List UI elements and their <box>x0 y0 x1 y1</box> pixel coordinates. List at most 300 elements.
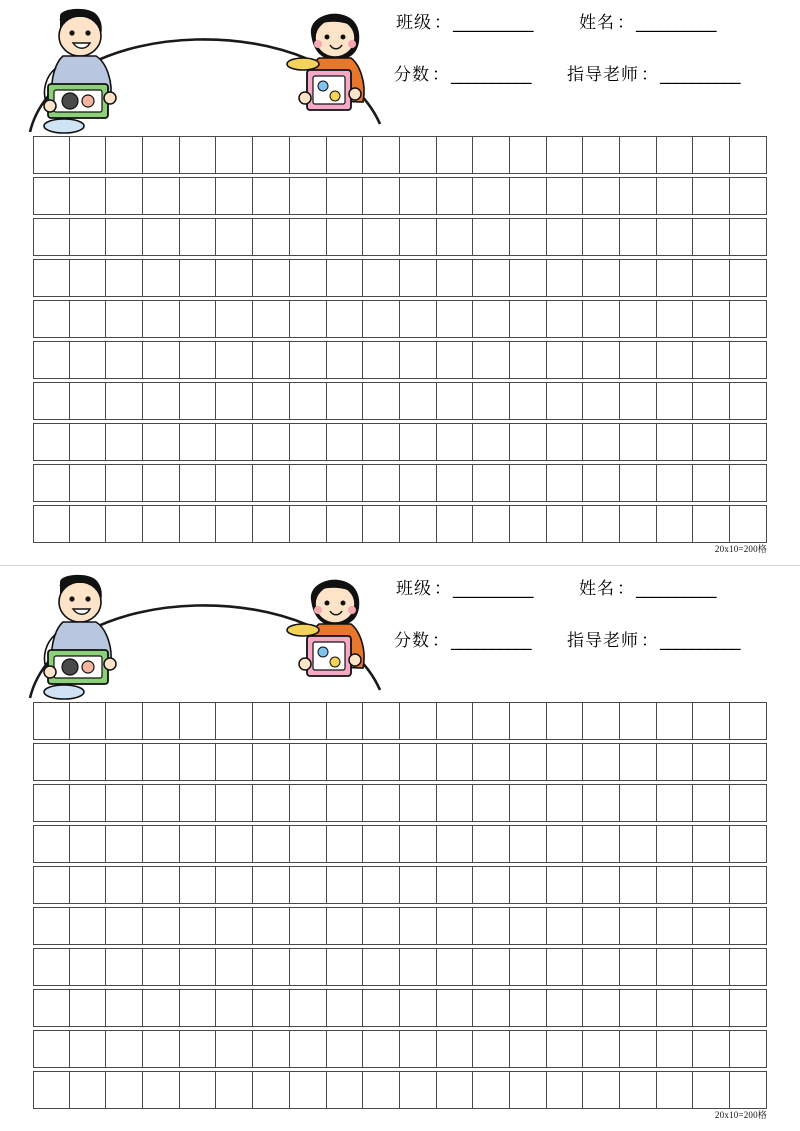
grid-cell[interactable] <box>619 136 657 174</box>
grid-cell[interactable] <box>656 948 694 986</box>
grid-cell[interactable] <box>692 259 730 297</box>
grid-cell[interactable] <box>252 423 290 461</box>
grid-cell[interactable] <box>33 989 70 1027</box>
grid-cell[interactable] <box>289 300 327 338</box>
grid-cell[interactable] <box>582 825 620 863</box>
grid-cell[interactable] <box>619 300 657 338</box>
grid-cell[interactable] <box>729 907 767 945</box>
grid-cell[interactable] <box>729 136 767 174</box>
grid-cell[interactable] <box>252 259 290 297</box>
grid-cell[interactable] <box>399 136 437 174</box>
grid-cell[interactable] <box>436 743 474 781</box>
grid-cell[interactable] <box>362 218 400 256</box>
grid-cell[interactable] <box>215 177 253 215</box>
grid-cell[interactable] <box>142 218 180 256</box>
grid-cell[interactable] <box>692 825 730 863</box>
grid-cell[interactable] <box>33 423 70 461</box>
grid-cell[interactable] <box>105 136 143 174</box>
grid-cell[interactable] <box>362 784 400 822</box>
grid-cell[interactable] <box>399 825 437 863</box>
grid-cell[interactable] <box>619 1030 657 1068</box>
grid-cell[interactable] <box>582 341 620 379</box>
grid-cell[interactable] <box>326 989 364 1027</box>
grid-cell[interactable] <box>69 907 107 945</box>
grid-cell[interactable] <box>546 1030 584 1068</box>
grid-cell[interactable] <box>252 784 290 822</box>
grid-cell[interactable] <box>399 784 437 822</box>
grid-cell[interactable] <box>179 464 217 502</box>
grid-cell[interactable] <box>692 989 730 1027</box>
grid-cell[interactable] <box>582 907 620 945</box>
grid-cell[interactable] <box>215 1030 253 1068</box>
grid-cell[interactable] <box>546 1071 584 1109</box>
grid-cell[interactable] <box>105 825 143 863</box>
grid-cell[interactable] <box>326 177 364 215</box>
grid-cell[interactable] <box>729 784 767 822</box>
grid-cell[interactable] <box>105 948 143 986</box>
grid-cell[interactable] <box>656 300 694 338</box>
grid-cell[interactable] <box>619 702 657 740</box>
grid-cell[interactable] <box>252 218 290 256</box>
grid-cell[interactable] <box>399 505 437 543</box>
grid-cell[interactable] <box>619 423 657 461</box>
grid-cell[interactable] <box>729 423 767 461</box>
grid-cell[interactable] <box>619 948 657 986</box>
grid-cell[interactable] <box>546 505 584 543</box>
grid-cell[interactable] <box>179 866 217 904</box>
grid-cell[interactable] <box>142 464 180 502</box>
grid-cell[interactable] <box>179 259 217 297</box>
grid-cell[interactable] <box>252 907 290 945</box>
grid-cell[interactable] <box>619 825 657 863</box>
grid-cell[interactable] <box>509 218 547 256</box>
grid-cell[interactable] <box>179 948 217 986</box>
grid-cell[interactable] <box>509 907 547 945</box>
grid-cell[interactable] <box>472 136 510 174</box>
grid-cell[interactable] <box>105 1030 143 1068</box>
grid-cell[interactable] <box>619 218 657 256</box>
grid-cell[interactable] <box>509 1030 547 1068</box>
grid-cell[interactable] <box>399 1071 437 1109</box>
grid-cell[interactable] <box>326 1030 364 1068</box>
grid-cell[interactable] <box>362 341 400 379</box>
grid-cell[interactable] <box>179 341 217 379</box>
grid-cell[interactable] <box>69 1071 107 1109</box>
field-score-blank[interactable]: __________ <box>451 65 531 85</box>
grid-cell[interactable] <box>252 825 290 863</box>
grid-cell[interactable] <box>546 825 584 863</box>
grid-cell[interactable] <box>179 177 217 215</box>
grid-cell[interactable] <box>252 866 290 904</box>
grid-cell[interactable] <box>656 702 694 740</box>
grid-cell[interactable] <box>215 866 253 904</box>
grid-cell[interactable] <box>69 218 107 256</box>
grid-cell[interactable] <box>33 136 70 174</box>
grid-cell[interactable] <box>215 505 253 543</box>
grid-cell[interactable] <box>69 505 107 543</box>
grid-cell[interactable] <box>179 784 217 822</box>
grid-cell[interactable] <box>362 136 400 174</box>
grid-cell[interactable] <box>436 948 474 986</box>
grid-cell[interactable] <box>692 1071 730 1109</box>
grid-cell[interactable] <box>582 177 620 215</box>
grid-cell[interactable] <box>729 300 767 338</box>
grid-cell[interactable] <box>69 177 107 215</box>
grid-cell[interactable] <box>692 505 730 543</box>
grid-cell[interactable] <box>252 464 290 502</box>
grid-cell[interactable] <box>692 907 730 945</box>
grid-cell[interactable] <box>142 300 180 338</box>
grid-cell[interactable] <box>509 505 547 543</box>
grid-cell[interactable] <box>582 866 620 904</box>
grid-cell[interactable] <box>509 948 547 986</box>
grid-cell[interactable] <box>619 382 657 420</box>
grid-cell[interactable] <box>509 702 547 740</box>
grid-cell[interactable] <box>33 464 70 502</box>
grid-cell[interactable] <box>33 300 70 338</box>
grid-cell[interactable] <box>326 907 364 945</box>
grid-cell[interactable] <box>472 300 510 338</box>
grid-cell[interactable] <box>509 989 547 1027</box>
grid-cell[interactable] <box>399 1030 437 1068</box>
grid-cell[interactable] <box>33 382 70 420</box>
grid-cell[interactable] <box>69 341 107 379</box>
grid-cell[interactable] <box>656 423 694 461</box>
grid-cell[interactable] <box>656 382 694 420</box>
grid-cell[interactable] <box>399 341 437 379</box>
grid-cell[interactable] <box>472 464 510 502</box>
grid-cell[interactable] <box>546 784 584 822</box>
grid-cell[interactable] <box>105 300 143 338</box>
grid-cell[interactable] <box>142 825 180 863</box>
grid-cell[interactable] <box>656 784 694 822</box>
grid-cell[interactable] <box>692 423 730 461</box>
grid-cell[interactable] <box>179 743 217 781</box>
grid-cell[interactable] <box>729 382 767 420</box>
grid-cell[interactable] <box>472 743 510 781</box>
field-name-blank[interactable]: __________ <box>636 579 716 599</box>
field-score-blank[interactable]: __________ <box>451 631 531 651</box>
grid-cell[interactable] <box>33 825 70 863</box>
grid-cell[interactable] <box>619 341 657 379</box>
grid-cell[interactable] <box>215 825 253 863</box>
grid-cell[interactable] <box>436 218 474 256</box>
grid-cell[interactable] <box>326 825 364 863</box>
grid-cell[interactable] <box>179 423 217 461</box>
grid-cell[interactable] <box>729 866 767 904</box>
grid-cell[interactable] <box>142 259 180 297</box>
grid-cell[interactable] <box>729 177 767 215</box>
grid-cell[interactable] <box>436 825 474 863</box>
grid-cell[interactable] <box>252 177 290 215</box>
grid-cell[interactable] <box>252 505 290 543</box>
grid-cell[interactable] <box>33 866 70 904</box>
grid-cell[interactable] <box>436 1030 474 1068</box>
grid-cell[interactable] <box>142 907 180 945</box>
grid-cell[interactable] <box>69 423 107 461</box>
grid-cell[interactable] <box>362 464 400 502</box>
grid-cell[interactable] <box>619 505 657 543</box>
grid-cell[interactable] <box>142 1030 180 1068</box>
grid-cell[interactable] <box>69 825 107 863</box>
grid-cell[interactable] <box>362 177 400 215</box>
grid-cell[interactable] <box>289 825 327 863</box>
grid-cell[interactable] <box>582 300 620 338</box>
grid-cell[interactable] <box>472 382 510 420</box>
grid-cell[interactable] <box>656 341 694 379</box>
grid-cell[interactable] <box>729 1071 767 1109</box>
grid-cell[interactable] <box>179 505 217 543</box>
grid-cell[interactable] <box>436 382 474 420</box>
grid-cell[interactable] <box>436 1071 474 1109</box>
grid-cell[interactable] <box>546 989 584 1027</box>
grid-cell[interactable] <box>692 177 730 215</box>
grid-cell[interactable] <box>472 784 510 822</box>
grid-cell[interactable] <box>33 743 70 781</box>
grid-cell[interactable] <box>215 382 253 420</box>
grid-cell[interactable] <box>105 177 143 215</box>
grid-cell[interactable] <box>69 743 107 781</box>
grid-cell[interactable] <box>362 423 400 461</box>
grid-cell[interactable] <box>179 218 217 256</box>
grid-cell[interactable] <box>362 866 400 904</box>
grid-cell[interactable] <box>142 784 180 822</box>
grid-cell[interactable] <box>289 989 327 1027</box>
grid-cell[interactable] <box>362 948 400 986</box>
grid-cell[interactable] <box>215 259 253 297</box>
grid-cell[interactable] <box>105 218 143 256</box>
grid-cell[interactable] <box>289 259 327 297</box>
grid-cell[interactable] <box>509 866 547 904</box>
grid-cell[interactable] <box>289 1071 327 1109</box>
grid-cell[interactable] <box>729 825 767 863</box>
grid-cell[interactable] <box>105 505 143 543</box>
grid-cell[interactable] <box>142 136 180 174</box>
grid-cell[interactable] <box>546 218 584 256</box>
grid-cell[interactable] <box>399 464 437 502</box>
grid-cell[interactable] <box>33 702 70 740</box>
grid-cell[interactable] <box>619 907 657 945</box>
grid-cell[interactable] <box>105 702 143 740</box>
grid-cell[interactable] <box>436 907 474 945</box>
grid-cell[interactable] <box>252 948 290 986</box>
grid-cell[interactable] <box>215 464 253 502</box>
grid-cell[interactable] <box>179 382 217 420</box>
grid-cell[interactable] <box>619 866 657 904</box>
grid-cell[interactable] <box>326 423 364 461</box>
grid-cell[interactable] <box>582 218 620 256</box>
grid-cell[interactable] <box>252 1071 290 1109</box>
grid-cell[interactable] <box>436 259 474 297</box>
grid-cell[interactable] <box>326 866 364 904</box>
grid-cell[interactable] <box>509 784 547 822</box>
grid-cell[interactable] <box>692 136 730 174</box>
grid-cell[interactable] <box>582 423 620 461</box>
grid-cell[interactable] <box>215 948 253 986</box>
grid-cell[interactable] <box>215 1071 253 1109</box>
grid-cell[interactable] <box>105 464 143 502</box>
grid-cell[interactable] <box>656 177 694 215</box>
grid-cell[interactable] <box>289 866 327 904</box>
grid-cell[interactable] <box>326 464 364 502</box>
grid-cell[interactable] <box>619 177 657 215</box>
grid-cell[interactable] <box>33 948 70 986</box>
grid-cell[interactable] <box>69 1030 107 1068</box>
grid-cell[interactable] <box>362 300 400 338</box>
grid-cell[interactable] <box>509 382 547 420</box>
grid-cell[interactable] <box>289 382 327 420</box>
grid-cell[interactable] <box>509 743 547 781</box>
grid-cell[interactable] <box>69 989 107 1027</box>
grid-cell[interactable] <box>546 948 584 986</box>
grid-cell[interactable] <box>472 423 510 461</box>
grid-cell[interactable] <box>436 702 474 740</box>
grid-cell[interactable] <box>33 505 70 543</box>
grid-cell[interactable] <box>179 300 217 338</box>
grid-cell[interactable] <box>142 702 180 740</box>
field-teacher-blank[interactable]: __________ <box>660 65 740 85</box>
grid-cell[interactable] <box>289 218 327 256</box>
grid-cell[interactable] <box>656 989 694 1027</box>
grid-cell[interactable] <box>399 300 437 338</box>
grid-cell[interactable] <box>179 702 217 740</box>
grid-cell[interactable] <box>582 136 620 174</box>
grid-cell[interactable] <box>582 382 620 420</box>
grid-cell[interactable] <box>326 948 364 986</box>
grid-cell[interactable] <box>33 259 70 297</box>
grid-cell[interactable] <box>252 1030 290 1068</box>
grid-cell[interactable] <box>215 218 253 256</box>
grid-cell[interactable] <box>215 989 253 1027</box>
grid-cell[interactable] <box>546 743 584 781</box>
grid-cell[interactable] <box>582 464 620 502</box>
grid-cell[interactable] <box>362 1030 400 1068</box>
grid-cell[interactable] <box>289 743 327 781</box>
grid-cell[interactable] <box>546 907 584 945</box>
grid-cell[interactable] <box>252 341 290 379</box>
grid-cell[interactable] <box>729 505 767 543</box>
grid-cell[interactable] <box>326 259 364 297</box>
grid-cell[interactable] <box>729 702 767 740</box>
grid-cell[interactable] <box>546 382 584 420</box>
grid-cell[interactable] <box>546 866 584 904</box>
grid-cell[interactable] <box>729 743 767 781</box>
grid-cell[interactable] <box>69 464 107 502</box>
grid-cell[interactable] <box>362 259 400 297</box>
grid-cell[interactable] <box>105 382 143 420</box>
grid-cell[interactable] <box>729 464 767 502</box>
grid-cell[interactable] <box>142 948 180 986</box>
grid-cell[interactable] <box>692 866 730 904</box>
grid-cell[interactable] <box>509 300 547 338</box>
grid-cell[interactable] <box>252 136 290 174</box>
grid-cell[interactable] <box>289 948 327 986</box>
grid-cell[interactable] <box>582 784 620 822</box>
grid-cell[interactable] <box>656 505 694 543</box>
grid-cell[interactable] <box>105 989 143 1027</box>
grid-cell[interactable] <box>472 866 510 904</box>
grid-cell[interactable] <box>326 1071 364 1109</box>
grid-cell[interactable] <box>142 1071 180 1109</box>
grid-cell[interactable] <box>326 702 364 740</box>
grid-cell[interactable] <box>33 784 70 822</box>
grid-cell[interactable] <box>582 702 620 740</box>
grid-cell[interactable] <box>436 300 474 338</box>
grid-cell[interactable] <box>729 259 767 297</box>
grid-cell[interactable] <box>582 743 620 781</box>
grid-cell[interactable] <box>326 382 364 420</box>
grid-cell[interactable] <box>546 177 584 215</box>
grid-cell[interactable] <box>362 907 400 945</box>
grid-cell[interactable] <box>619 1071 657 1109</box>
grid-cell[interactable] <box>582 1030 620 1068</box>
grid-cell[interactable] <box>692 948 730 986</box>
grid-cell[interactable] <box>546 300 584 338</box>
grid-cell[interactable] <box>105 423 143 461</box>
grid-cell[interactable] <box>362 1071 400 1109</box>
grid-cell[interactable] <box>362 989 400 1027</box>
grid-cell[interactable] <box>656 464 694 502</box>
grid-cell[interactable] <box>436 423 474 461</box>
field-class-blank[interactable]: __________ <box>453 13 533 33</box>
grid-cell[interactable] <box>729 1030 767 1068</box>
grid-cell[interactable] <box>105 743 143 781</box>
field-teacher-blank[interactable]: __________ <box>660 631 740 651</box>
grid-cell[interactable] <box>509 1071 547 1109</box>
grid-cell[interactable] <box>326 341 364 379</box>
grid-cell[interactable] <box>472 341 510 379</box>
grid-cell[interactable] <box>692 300 730 338</box>
grid-cell[interactable] <box>215 784 253 822</box>
grid-cell[interactable] <box>582 989 620 1027</box>
grid-cell[interactable] <box>729 218 767 256</box>
grid-cell[interactable] <box>105 1071 143 1109</box>
grid-cell[interactable] <box>656 743 694 781</box>
grid-cell[interactable] <box>692 218 730 256</box>
grid-cell[interactable] <box>472 1071 510 1109</box>
grid-cell[interactable] <box>252 989 290 1027</box>
grid-cell[interactable] <box>179 825 217 863</box>
grid-cell[interactable] <box>142 423 180 461</box>
grid-cell[interactable] <box>509 136 547 174</box>
grid-cell[interactable] <box>692 1030 730 1068</box>
grid-cell[interactable] <box>692 341 730 379</box>
grid-cell[interactable] <box>69 136 107 174</box>
grid-cell[interactable] <box>472 259 510 297</box>
grid-cell[interactable] <box>582 505 620 543</box>
grid-cell[interactable] <box>105 907 143 945</box>
grid-cell[interactable] <box>619 259 657 297</box>
grid-cell[interactable] <box>472 907 510 945</box>
grid-cell[interactable] <box>326 218 364 256</box>
grid-cell[interactable] <box>326 784 364 822</box>
grid-cell[interactable] <box>326 136 364 174</box>
grid-cell[interactable] <box>509 825 547 863</box>
grid-cell[interactable] <box>582 259 620 297</box>
grid-cell[interactable] <box>472 505 510 543</box>
grid-cell[interactable] <box>33 341 70 379</box>
grid-cell[interactable] <box>656 866 694 904</box>
grid-cell[interactable] <box>289 423 327 461</box>
grid-cell[interactable] <box>362 382 400 420</box>
grid-cell[interactable] <box>252 702 290 740</box>
grid-cell[interactable] <box>436 341 474 379</box>
grid-cell[interactable] <box>692 464 730 502</box>
grid-cell[interactable] <box>326 300 364 338</box>
grid-cell[interactable] <box>69 259 107 297</box>
grid-cell[interactable] <box>69 784 107 822</box>
grid-cell[interactable] <box>656 218 694 256</box>
